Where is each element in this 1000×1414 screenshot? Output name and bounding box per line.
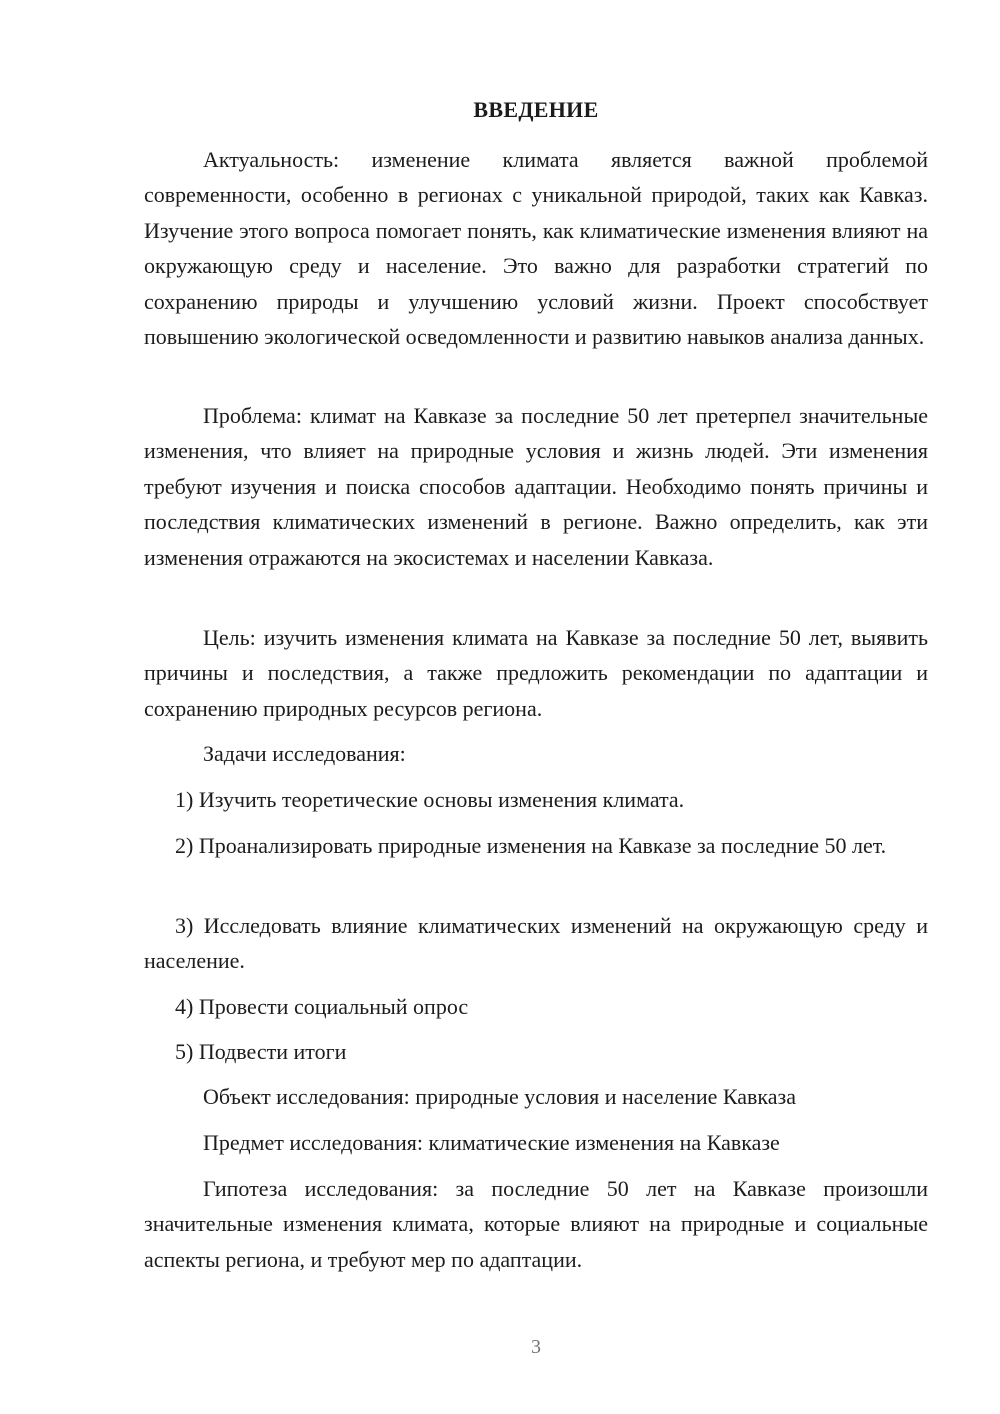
task-item-2: 2) Проанализировать природные изменения на Кавказе за последние 50 лет.: [175, 833, 887, 858]
research-subject: Предмет исследования: климатические изменения на Кавказе: [203, 1130, 780, 1155]
page-number: 3: [531, 1336, 541, 1358]
problem-paragraph: Проблема: климат на Кавказе за последние 50 лет претерпел значительные изменения, что влияет на природные условия и жизнь людей. Эти изменения требуют изучения и поиска способов адаптации. Необходимо понять причины и последствия климатических изменений в регионе. Важно определить, как эти изменения отражаются на экосистемах и населении Кавказа.: [144, 403, 928, 570]
tasks-title: Задачи исследования:: [203, 741, 406, 766]
task-item-4: 4) Провести социальный опрос: [175, 994, 469, 1019]
task-item-1: 1) Изучить теоретические основы изменения климата.: [175, 787, 685, 812]
relevance-paragraph: Актуальность: изменение климата является важной проблемой современности, особенно в регионах с уникальной природой, таких как Кавказ. Изучение этого вопроса помогает понять, как климатические изменения влияют на окружающую среду и население. Это важно для разработки стратегий по сохранению природы и улучшению условий жизни. Проект способствует повышению экологической осведомленности и развитию навыков анализа данных.: [144, 147, 928, 350]
hypothesis-paragraph: Гипотеза исследования: за последние 50 лет на Кавказе произошли значительные изменения климата, которые влияют на природные и социальные аспекты региона, и требуют мер по адаптации.: [144, 1176, 928, 1272]
task-item-3: 3) Исследовать влияние климатических изменений на окружающую среду и население.: [144, 913, 928, 974]
task-item-5: 5) Подвести итоги: [175, 1039, 347, 1064]
research-object: Объект исследования: природные условия и население Кавказа: [203, 1084, 797, 1109]
section-heading: ВВЕДЕНИЕ: [473, 97, 599, 122]
goal-paragraph: Цель: изучить изменения климата на Кавказе за последние 50 лет, выявить причины и последствия, а также предложить рекомендации по адаптации и сохранению природных ресурсов региона.: [144, 625, 928, 721]
